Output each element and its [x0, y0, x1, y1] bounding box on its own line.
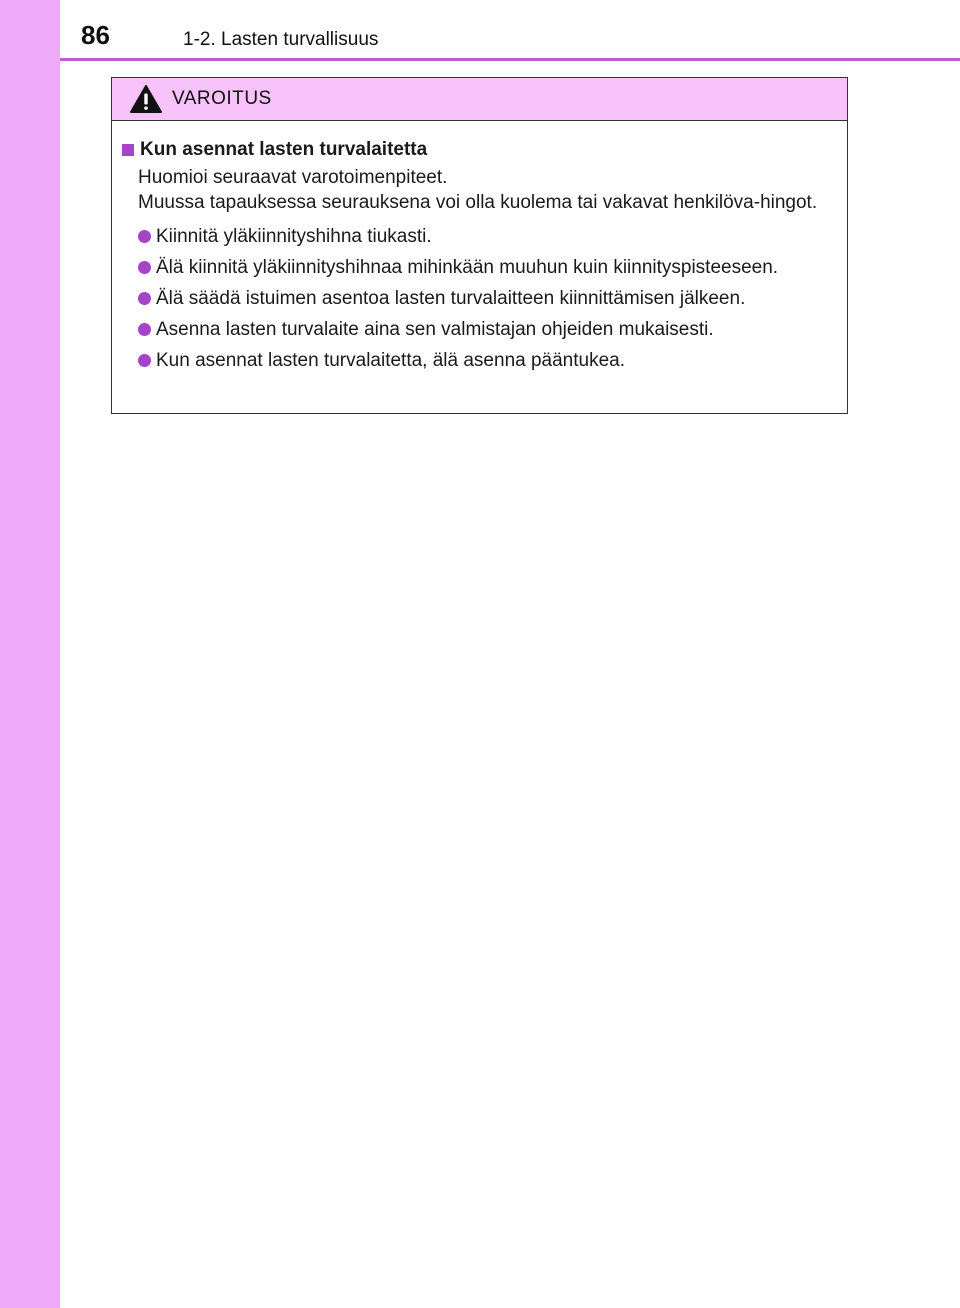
list-item-text: Asenna lasten turvalaite aina sen valmistajan ohjeiden mukaisesti. — [156, 319, 714, 340]
warning-heading-text: Kun asennat lasten turvalaitetta — [140, 139, 428, 160]
warning-label: VAROITUS — [172, 88, 272, 109]
round-bullet-icon — [138, 323, 151, 336]
list-item — [138, 317, 837, 342]
warning-subheading — [122, 137, 837, 163]
square-bullet-icon — [122, 144, 134, 156]
list-item-text: Älä säädä istuimen asentoa lasten turvalaitteen kiinnittämisen jälkeen. — [156, 288, 746, 309]
list-item — [138, 348, 837, 373]
warning-triangle-icon — [129, 84, 163, 114]
round-bullet-icon — [138, 261, 151, 274]
warning-box — [111, 77, 848, 414]
list-item — [138, 224, 837, 249]
warning-body — [112, 121, 847, 373]
round-bullet-icon — [138, 354, 151, 367]
side-color-band — [0, 0, 60, 1308]
round-bullet-icon — [138, 292, 151, 305]
header-divider — [60, 58, 960, 61]
warning-header — [112, 78, 847, 121]
list-item-text: Kun asennat lasten turvalaitetta, älä asenna pääntukea. — [156, 350, 626, 371]
list-item — [138, 255, 837, 280]
precaution-list — [122, 224, 837, 373]
warning-intro — [122, 165, 837, 215]
list-item-text: Älä kiinnitä yläkiinnityshihnaa mihinkään muuhun kuin kiinnityspisteeseen. — [156, 257, 779, 278]
list-item-text: Kiinnitä yläkiinnityshihna tiukasti. — [156, 226, 432, 247]
section-title: 1-2. Lasten turvallisuus — [183, 29, 379, 50]
list-item — [138, 286, 837, 311]
intro-line-1: Huomioi seuraavat varotoimenpiteet. — [138, 167, 448, 188]
page-number: 86 — [81, 20, 110, 50]
intro-line-2: Muussa tapauksessa seurauksena voi olla kuolema tai vakavat henkilöva-hingot. — [138, 192, 818, 213]
round-bullet-icon — [138, 230, 151, 243]
